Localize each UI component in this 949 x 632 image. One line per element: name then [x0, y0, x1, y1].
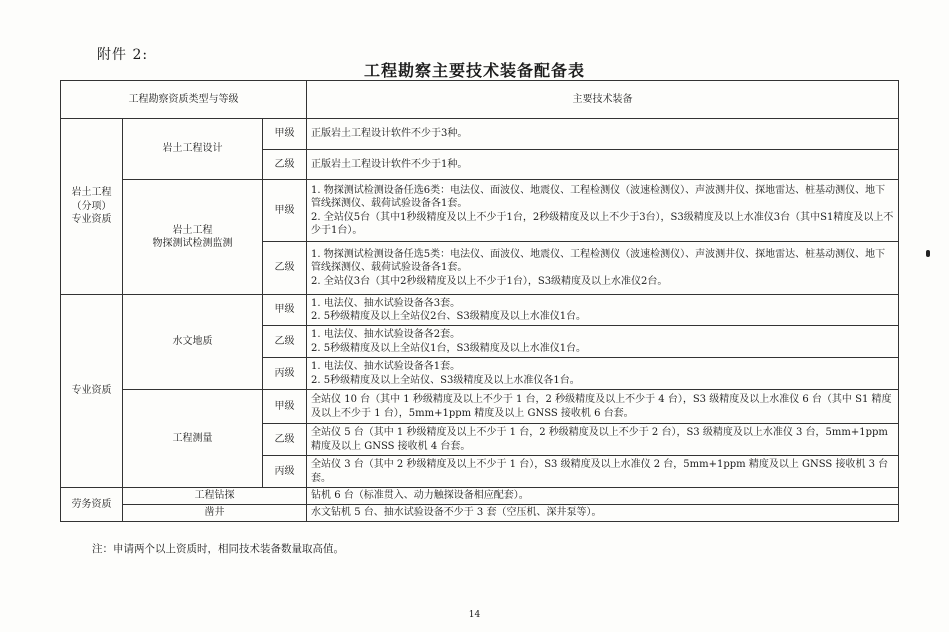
subtype-surveying: 工程测量: [123, 390, 263, 488]
attachment-label: 附件 2:: [97, 47, 149, 63]
equipment-table: [60, 80, 899, 522]
equipment-cell: 1. 物探测试检测设备任选6类：电法仪、面波仪、地震仪、工程检测仪（波速检测仪）、声波测井仪、探地雷达、桩基动测仪、地下管线探测仪、载荷试验设备各1套。 2. 全站仪5台（其中1秒级精度及以上不少于1台，2秒级精度及以上不少于3台），S3级精度及以上水准仪3台（其中S1精度及以上不少于1台）。: [307, 180, 899, 242]
grade-cell: 甲级: [263, 295, 307, 326]
category-labor: 劳务资质: [61, 488, 123, 522]
grade-cell: 甲级: [263, 180, 307, 242]
scan-mark: [926, 250, 930, 257]
document-title: 工程勘察主要技术装备配备表: [363, 61, 585, 80]
equipment-cell: 1. 电法仪、抽水试验设备各3套。 2. 5秒级精度及以上全站仪2台、S3级精度及以上水准仪1台。: [307, 295, 899, 326]
table-row: [61, 119, 899, 150]
table-row: [61, 488, 899, 505]
header-equipment: 主要技术装备: [307, 81, 899, 119]
equipment-cell: 钻机 6 台（标准贯入、动力触探设备相应配套）。: [307, 488, 899, 505]
table-header-row: [61, 81, 899, 119]
table-row: [61, 180, 899, 242]
grade-cell: 乙级: [263, 326, 307, 358]
grade-cell: 甲级: [263, 390, 307, 424]
category-geotech: 岩土工程 （分项） 专业资质: [61, 119, 123, 295]
grade-cell: 乙级: [263, 150, 307, 180]
equipment-cell: 全站仪 10 台（其中 1 秒级精度及以上不少于 1 台，2 秒级精度及以上不少于 4 台），S3 级精度及以上水准仪 6 台（其中 S1 精度及以上不少于 1 台），5mm+1ppm 精度及以上 GNSS 接收机 6 台套。: [307, 390, 899, 424]
equipment-cell: 全站仪 5 台（其中 1 秒级精度及以上不少于 1 台，2 秒级精度及以上不少于 2 台），S3 级精度及以上水准仪 3 台，5mm+1ppm 精度及以上 GNSS 接收机 4 台套。: [307, 424, 899, 456]
equipment-cell: 水文钻机 5 台、抽水试验设备不少于 3 套（空压机、深井泵等）。: [307, 505, 899, 522]
subtype-drilling: 工程钻探: [123, 488, 307, 505]
header-qualification: 工程勘察资质类型与等级: [61, 81, 307, 119]
equipment-cell: 全站仪 3 台（其中 2 秒级精度及以上不少于 1 台），S3 级精度及以上水准仪 2 台，5mm+1ppm 精度及以上 GNSS 接收机 3 台套。: [307, 456, 899, 488]
equipment-cell: 正版岩土工程设计软件不少于1种。: [307, 150, 899, 180]
subtype-geotech-design: 岩土工程设计: [123, 119, 263, 180]
grade-cell: 甲级: [263, 119, 307, 150]
grade-cell: 乙级: [263, 242, 307, 295]
subtype-hydro: 水文地质: [123, 295, 263, 390]
subtype-well: 凿井: [123, 505, 307, 522]
footnote: 注：申请两个以上资质时，相同技术装备数量取高值。: [92, 543, 344, 555]
table-row: [61, 390, 899, 424]
table-row: [61, 505, 899, 522]
grade-cell: 丙级: [263, 358, 307, 390]
category-specialty: 专业资质: [61, 295, 123, 488]
grade-cell: 乙级: [263, 424, 307, 456]
equipment-cell: 1. 电法仪、抽水试验设备各2套。 2. 5秒级精度及以上全站仪1台，S3级精度及以上水准仪1台。: [307, 326, 899, 358]
equipment-cell: 1. 物探测试检测设备任选5类：电法仪、面波仪、地震仪、工程检测仪（波速检测仪）、声波测井仪、探地雷达、桩基动测仪、地下管线探测仪、载荷试验设备各1套。 2. 全站仪3台（其中2秒级精度及以上不少于1台），S3级精度及以上水准仪2台。: [307, 242, 899, 295]
equipment-cell: 正版岩土工程设计软件不少于3种。: [307, 119, 899, 150]
table-row: [61, 295, 899, 326]
equipment-cell: 1. 电法仪、抽水试验设备各1套。 2. 5秒级精度及以上全站仪、S3级精度及以上水准仪各1台。: [307, 358, 899, 390]
subtype-geotech-survey: 岩土工程 物探测试检测监测: [123, 180, 263, 295]
grade-cell: 丙级: [263, 456, 307, 488]
page-number: 14: [468, 610, 481, 620]
